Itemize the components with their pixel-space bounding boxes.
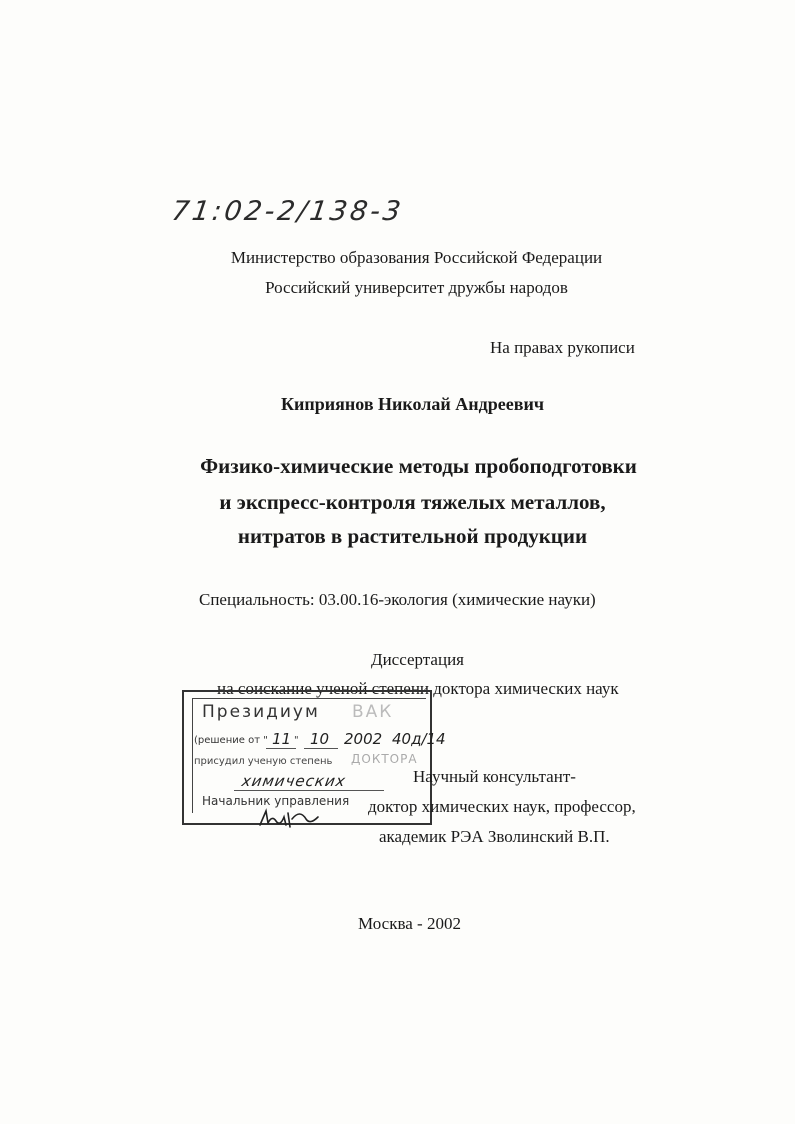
dissertation-label: Диссертация	[370, 650, 464, 669]
stamp-signature-icon	[256, 805, 326, 831]
author-name: Киприянов Николай Андреевич	[280, 394, 544, 414]
consultant-name: академик РЭА Зволинский В.П.	[379, 827, 610, 846]
ministry-name: Министерство образования Российской Федерации	[230, 248, 603, 267]
title-line-1: Физико-химические методы пробоподготовки	[200, 454, 637, 478]
stamp-decision-number: 40д/14	[392, 730, 446, 748]
stamp-line	[266, 748, 296, 749]
stamp-field-handwritten: химических	[240, 772, 348, 790]
stamp-awarded: присудил ученую степень	[194, 756, 333, 767]
degree-sought: на соискание ученой степени доктора химических наук	[217, 679, 619, 698]
stamp-line	[304, 748, 338, 749]
university-name: Российский университет дружбы народов	[265, 278, 568, 297]
manuscript-note: На правах рукописи	[490, 338, 635, 357]
stamp-decision-month: 10	[310, 730, 330, 748]
stamp-decision-quote: "	[294, 735, 299, 746]
handwritten-archive-code: 71:02-2/138-3	[169, 196, 406, 227]
stamp-title-faded: ВАК	[352, 702, 394, 722]
specialty: Специальность: 03.00.16-экология (химические науки)	[199, 590, 596, 609]
stamp-line	[234, 790, 384, 791]
stamp-decision-year: 2002	[344, 730, 383, 748]
consultant-degree: доктор химических наук, профессор,	[368, 797, 636, 816]
stamp-head: Начальник управления	[202, 794, 350, 808]
title-line-2: и экспресс-контроля тяжелых металлов,	[219, 490, 606, 514]
title-line-3: нитратов в растительной продукции	[237, 524, 588, 548]
consultant-role: Научный консультант-	[413, 767, 576, 786]
city-year: Москва - 2002	[358, 914, 461, 933]
stamp-decision-day: 11	[272, 730, 292, 748]
stamp-awarded-faded: ДОКТОРА	[351, 752, 418, 766]
stamp-title: Президиум	[202, 702, 320, 722]
stamp-decision-prefix: (решение от "	[194, 735, 268, 746]
